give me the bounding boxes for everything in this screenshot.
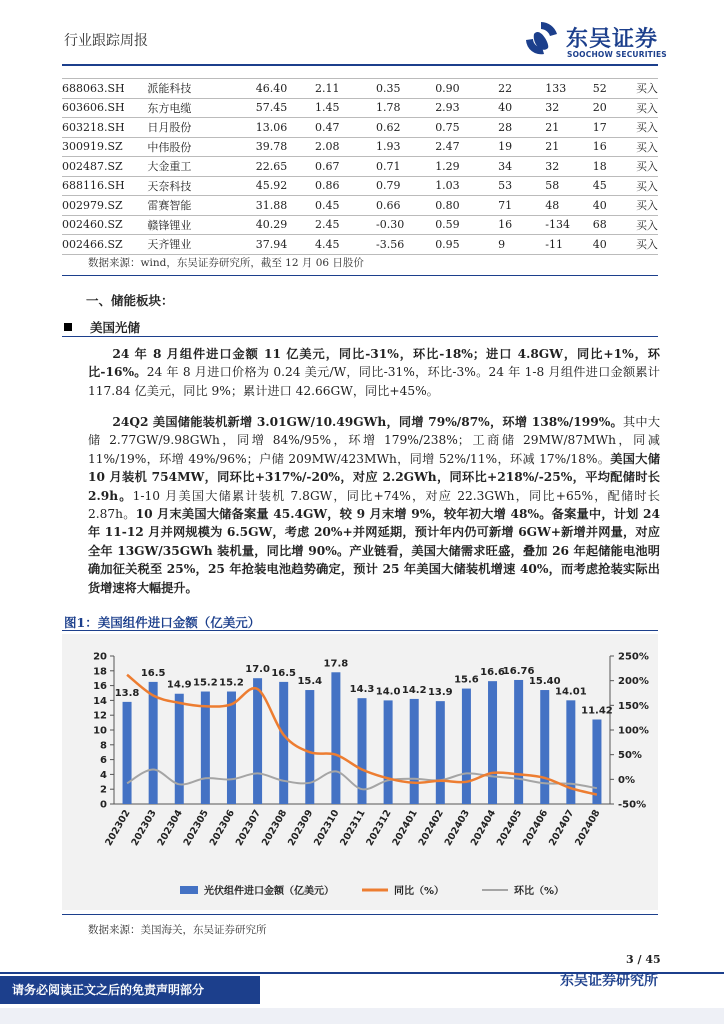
rating: 买入 bbox=[636, 137, 658, 157]
bar-value-label: 14.2 bbox=[401, 684, 427, 696]
rating: 买入 bbox=[636, 215, 658, 235]
stock-name: 中伟股份 bbox=[147, 137, 255, 157]
pe-23: 53 bbox=[498, 176, 545, 196]
eps-24e: 0.66 bbox=[376, 196, 435, 216]
pe-25e: 45 bbox=[593, 176, 636, 196]
eps-25e: 2.47 bbox=[435, 137, 498, 157]
stock-code: 688116.SH bbox=[62, 176, 147, 196]
bar bbox=[436, 701, 445, 804]
x-tick-label: 202303 bbox=[129, 808, 159, 848]
rating: 买入 bbox=[636, 196, 658, 216]
y-left-tick-label: 6 bbox=[100, 755, 107, 767]
eps-23: 2.08 bbox=[315, 137, 376, 157]
y-left-tick-label: 2 bbox=[100, 784, 107, 796]
bar-value-label: 16.76 bbox=[502, 665, 535, 677]
rating: 买入 bbox=[636, 176, 658, 196]
price: 46.40 bbox=[256, 79, 315, 99]
price: 13.06 bbox=[256, 118, 315, 138]
price: 37.94 bbox=[256, 235, 315, 255]
bar-value-label: 14.3 bbox=[349, 684, 375, 696]
bar-value-label: 14.0 bbox=[375, 686, 401, 698]
pe-25e: 16 bbox=[593, 137, 636, 157]
eps-25e: 0.95 bbox=[435, 235, 498, 255]
stock-code: 300919.SZ bbox=[62, 137, 147, 157]
legend-yoy-label: 同比（%） bbox=[394, 886, 445, 897]
pe-23: 16 bbox=[498, 215, 545, 235]
bar-value-label: 17.0 bbox=[245, 664, 270, 676]
table-row bbox=[62, 137, 658, 157]
header-title: 行业跟踪周报 bbox=[64, 33, 148, 49]
legend-mom-label: 环比（%） bbox=[514, 886, 565, 897]
eps-23: 0.86 bbox=[315, 176, 376, 196]
eps-24e: 1.78 bbox=[376, 98, 435, 118]
y-left-tick-label: 14 bbox=[93, 695, 107, 707]
pe-23: 28 bbox=[498, 118, 545, 138]
chart-container bbox=[62, 634, 658, 910]
pe-24e: 133 bbox=[545, 79, 592, 99]
pe-23: 22 bbox=[498, 79, 545, 99]
x-tick-label: 202307 bbox=[233, 808, 264, 848]
section-title: 一、储能板块： bbox=[86, 293, 174, 308]
divider bbox=[62, 630, 658, 631]
x-tick-label: 202401 bbox=[390, 808, 420, 848]
legend-bar-label: 光伏组件进口金额（亿美元） bbox=[204, 886, 334, 897]
eps-23: 2.45 bbox=[315, 215, 376, 235]
bar bbox=[227, 692, 236, 804]
pe-23: 9 bbox=[498, 235, 545, 255]
bar bbox=[592, 719, 601, 804]
logo-cn-text: 东吴证券 bbox=[566, 27, 659, 52]
pe-25e: 17 bbox=[593, 118, 636, 138]
x-tick-label: 202306 bbox=[207, 808, 238, 848]
stock-name: 派能科技 bbox=[147, 79, 255, 99]
para2-bold-1: 24Q2 美国储能装机新增 3.01GW/10.49GWh，同增 79%/87%，环增 138%/199%。 bbox=[112, 415, 623, 429]
table-row bbox=[62, 79, 658, 99]
y-right-tick-label: 150% bbox=[618, 700, 649, 712]
eps-25e: 1.03 bbox=[435, 176, 498, 196]
pe-23: 40 bbox=[498, 98, 545, 118]
stock-code: 002466.SZ bbox=[62, 235, 147, 255]
bar bbox=[279, 682, 288, 804]
divider bbox=[62, 336, 658, 337]
eps-23: 0.45 bbox=[315, 196, 376, 216]
bar-value-label: 15.4 bbox=[297, 676, 323, 688]
bar-value-label: 14.9 bbox=[166, 679, 192, 691]
bar-value-label: 13.8 bbox=[114, 687, 140, 699]
pe-24e: -11 bbox=[545, 235, 592, 255]
eps-25e: 0.90 bbox=[435, 79, 498, 99]
para2-bold-2: 美国大储 10 月装机 754MW，同环比+317%/-20%，对应 2.2GWh，同环比+218%/-25%，平均配储时长 2.9h。 bbox=[88, 451, 661, 503]
eps-23: 0.47 bbox=[315, 118, 376, 138]
bar-value-label: 11.42 bbox=[581, 705, 613, 717]
header-divider bbox=[62, 64, 658, 66]
pe-25e: 40 bbox=[593, 196, 636, 216]
pe-24e: 21 bbox=[545, 118, 592, 138]
bar bbox=[175, 694, 184, 804]
y-right-tick-label: 100% bbox=[618, 725, 649, 737]
eps-23: 1.45 bbox=[315, 98, 376, 118]
eps-24e: 0.62 bbox=[376, 118, 435, 138]
x-tick-label: 202312 bbox=[364, 808, 394, 848]
y-left-tick-label: 18 bbox=[93, 666, 107, 678]
pe-24e: 32 bbox=[545, 157, 592, 177]
eps-24e: -0.30 bbox=[376, 215, 435, 235]
stock-name: 天奈科技 bbox=[147, 176, 255, 196]
para1-text: 24 年 8 月进口价格为 0.24 美元/W，同比-31%，环比-3%。24 年 1-8 月组件进口金额累计 117.84 亿美元，同比 9%；累计进口 42.66GW，同比+45%。 bbox=[88, 365, 660, 398]
y-right-tick-label: 50% bbox=[618, 750, 642, 762]
rating: 买入 bbox=[636, 79, 658, 99]
eps-25e: 1.29 bbox=[435, 157, 498, 177]
divider bbox=[62, 275, 658, 276]
footer-band bbox=[0, 1008, 724, 1024]
bar-value-label: 16.5 bbox=[271, 667, 297, 679]
bar bbox=[149, 682, 158, 804]
x-tick-label: 202308 bbox=[259, 808, 290, 848]
bar-value-label: 15.40 bbox=[528, 676, 561, 688]
rating: 买入 bbox=[636, 118, 658, 138]
bar bbox=[331, 672, 340, 804]
x-tick-label: 202304 bbox=[155, 808, 185, 848]
bar-value-label: 15.2 bbox=[193, 677, 218, 689]
pe-24e: 58 bbox=[545, 176, 592, 196]
page-number: 3 / 45 bbox=[626, 953, 661, 966]
stock-name: 天齐锂业 bbox=[147, 235, 255, 255]
table-row bbox=[62, 235, 658, 255]
pe-25e: 18 bbox=[593, 157, 636, 177]
table-source: 数据来源：wind，东吴证券研究所，截至 12 月 06 日股价 bbox=[88, 257, 364, 269]
y-left-tick-label: 0 bbox=[100, 799, 107, 811]
x-tick-label: 202407 bbox=[547, 808, 577, 848]
soochow-logo-icon bbox=[520, 18, 562, 60]
x-tick-label: 202404 bbox=[468, 808, 499, 848]
y-left-tick-label: 8 bbox=[100, 740, 107, 752]
eps-24e: -3.56 bbox=[376, 235, 435, 255]
x-tick-label: 202408 bbox=[573, 808, 603, 848]
stock-name: 雷赛智能 bbox=[147, 196, 255, 216]
eps-24e: 0.79 bbox=[376, 176, 435, 196]
legend-bar-swatch bbox=[180, 886, 198, 894]
table-row bbox=[62, 118, 658, 138]
y-left-tick-label: 20 bbox=[93, 651, 107, 663]
pe-24e: -134 bbox=[545, 215, 592, 235]
price: 39.78 bbox=[256, 137, 315, 157]
stock-code: 002979.SZ bbox=[62, 196, 147, 216]
sub-section-label: 美国光储 bbox=[90, 320, 141, 335]
import-chart bbox=[62, 634, 658, 910]
y-left-tick-label: 12 bbox=[93, 710, 107, 722]
bar-value-label: 15.6 bbox=[454, 674, 479, 686]
pe-24e: 32 bbox=[545, 98, 592, 118]
bullet-square-icon bbox=[64, 323, 72, 331]
price: 45.92 bbox=[256, 176, 315, 196]
bar bbox=[253, 678, 262, 804]
bar bbox=[123, 702, 132, 804]
divider bbox=[62, 914, 658, 915]
y-left-tick-label: 16 bbox=[93, 681, 107, 693]
paragraph-us-storage bbox=[88, 413, 660, 597]
stock-code: 603218.SH bbox=[62, 118, 147, 138]
bar-value-label: 16.5 bbox=[140, 667, 166, 679]
rating: 买入 bbox=[636, 235, 658, 255]
eps-25e: 0.80 bbox=[435, 196, 498, 216]
paragraph-module-import bbox=[88, 345, 660, 400]
table-row bbox=[62, 176, 658, 196]
x-tick-label: 202310 bbox=[312, 808, 342, 848]
y-left-tick-label: 10 bbox=[93, 725, 107, 737]
table-row bbox=[62, 215, 658, 235]
eps-23: 0.67 bbox=[315, 157, 376, 177]
stock-name: 东方电缆 bbox=[147, 98, 255, 118]
x-tick-label: 202405 bbox=[494, 808, 525, 848]
eps-25e: 0.75 bbox=[435, 118, 498, 138]
price: 22.65 bbox=[256, 157, 315, 177]
stock-table bbox=[62, 78, 658, 255]
bar bbox=[540, 690, 549, 804]
pe-23: 71 bbox=[498, 196, 545, 216]
pe-25e: 68 bbox=[593, 215, 636, 235]
sub-section-title bbox=[64, 318, 140, 336]
pe-24e: 21 bbox=[545, 137, 592, 157]
stock-code: 002460.SZ bbox=[62, 215, 147, 235]
x-tick-label: 202309 bbox=[286, 808, 316, 848]
eps-24e: 0.71 bbox=[376, 157, 435, 177]
eps-24e: 0.35 bbox=[376, 79, 435, 99]
price: 40.29 bbox=[256, 215, 315, 235]
eps-25e: 0.59 bbox=[435, 215, 498, 235]
bar bbox=[488, 681, 497, 804]
table-row bbox=[62, 98, 658, 118]
disclaimer-banner: 请务必阅读正文之后的免责声明部分 bbox=[0, 976, 260, 1004]
bar-value-label: 13.9 bbox=[427, 687, 453, 699]
y-left-tick-label: 4 bbox=[100, 769, 107, 781]
para1-bold: 24 年 8 月组件进口金额 11 亿美元，同比-31%，环比-18%；进口 4.8GW，同比+1%，环比-16%。 bbox=[88, 347, 660, 380]
y-right-tick-label: 0% bbox=[618, 774, 635, 786]
pe-25e: 52 bbox=[593, 79, 636, 99]
eps-25e: 2.93 bbox=[435, 98, 498, 118]
stock-name: 赣锋锂业 bbox=[147, 215, 255, 235]
bar bbox=[384, 700, 393, 804]
x-tick-label: 202305 bbox=[181, 808, 211, 848]
rating: 买入 bbox=[636, 98, 658, 118]
pe-25e: 20 bbox=[593, 98, 636, 118]
bar-value-label: 16.6 bbox=[480, 667, 505, 679]
bar-value-label: 14.01 bbox=[555, 686, 587, 698]
company-logo bbox=[520, 18, 680, 62]
y-right-tick-label: 250% bbox=[618, 651, 649, 663]
para2-text-1: 其中大储 2.77GW/9.98GWh，同增 84%/95%，环增 179%/238%；工商储 29MW/87MWh，同减 11%/19%，环增 49%/96%；户储 209MW/423MWh，同增 52%/11%，环减 17%/18%。 bbox=[88, 415, 661, 466]
stock-name: 大金重工 bbox=[147, 157, 255, 177]
footer-org: 东吴证券研究所 bbox=[560, 973, 658, 989]
table-row bbox=[62, 157, 658, 177]
table-row bbox=[62, 196, 658, 216]
pe-23: 34 bbox=[498, 157, 545, 177]
logo-en-text: SOOCHOW SECURITIES bbox=[567, 50, 667, 59]
eps-23: 2.11 bbox=[315, 79, 376, 99]
eps-23: 4.45 bbox=[315, 235, 376, 255]
eps-24e: 1.93 bbox=[376, 137, 435, 157]
bar bbox=[410, 699, 419, 804]
bar bbox=[305, 690, 314, 804]
pe-24e: 48 bbox=[545, 196, 592, 216]
pe-23: 19 bbox=[498, 137, 545, 157]
bar-value-label: 15.2 bbox=[219, 677, 244, 689]
stock-name: 日月股份 bbox=[147, 118, 255, 138]
stock-code: 603606.SH bbox=[62, 98, 147, 118]
pe-25e: 40 bbox=[593, 235, 636, 255]
x-tick-label: 202302 bbox=[103, 808, 133, 848]
bar bbox=[514, 680, 523, 804]
figure-title: 图1：美国组件进口金额（亿美元） bbox=[64, 615, 261, 630]
y-right-tick-label: -50% bbox=[618, 799, 647, 811]
para2-text-2: 1-10 月美国大储累计装机 7.8GW，同比+74%，对应 22.3GWh，同比+65%，配储时长 2.87h。 bbox=[88, 488, 660, 522]
x-tick-label: 202402 bbox=[416, 808, 446, 848]
price: 57.45 bbox=[256, 98, 315, 118]
x-tick-label: 202311 bbox=[338, 808, 368, 848]
price: 31.88 bbox=[256, 196, 315, 216]
x-tick-label: 202403 bbox=[442, 808, 473, 848]
bar bbox=[462, 689, 471, 804]
bar-value-label: 17.8 bbox=[323, 658, 349, 670]
para2-bold-3: 10 月末美国大储备案量 45.4GW，较 9 月末增 9%，较年初大增 48%。备案量中，计划 24 年 11-12 月并网规模为 6.5GW，考虑 20%+并网延期，预计年内仍可新增 6GW+新增并网量，对应全年 13GW/35GWh 装机量，同比增 90%。产业链看，美国大储需求旺盛，叠加 26 年起储能电池明确加征关税至 25%，25 年抢装电池趋势确定，预计 25 年美国大储装机增速 40%，而考虑抢装实际出货增速将大幅提升。 bbox=[88, 507, 660, 595]
stock-code: 002487.SZ bbox=[62, 157, 147, 177]
figure-source: 数据来源：美国海关，东吴证券研究所 bbox=[88, 924, 267, 936]
rating: 买入 bbox=[636, 157, 658, 177]
y-right-tick-label: 200% bbox=[618, 676, 649, 688]
bar bbox=[201, 692, 210, 804]
x-tick-label: 202406 bbox=[520, 808, 551, 848]
stock-code: 688063.SH bbox=[62, 79, 147, 99]
